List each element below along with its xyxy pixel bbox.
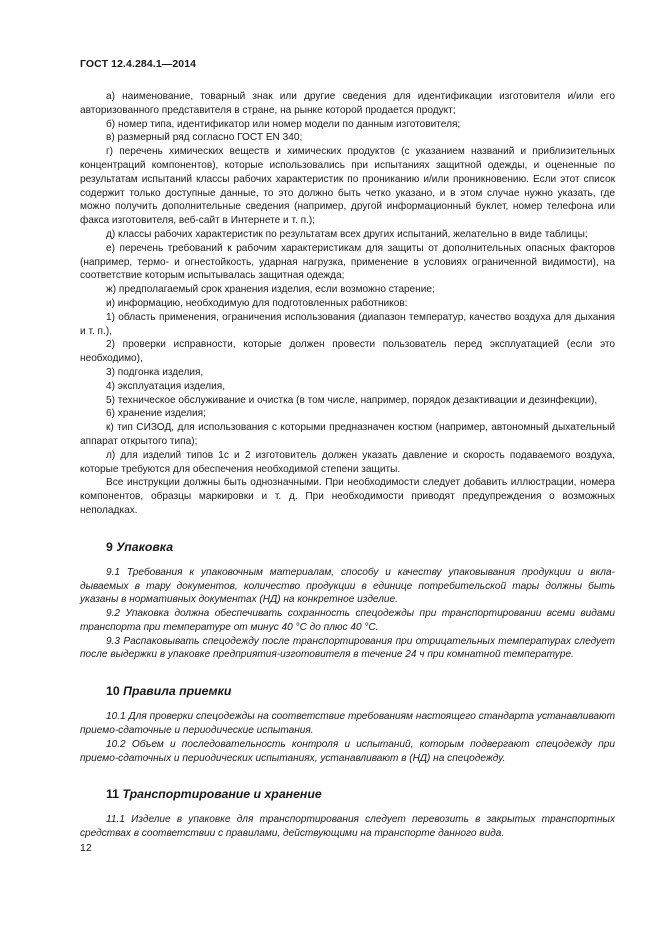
document-header: ГОСТ 12.4.284.1—2014	[80, 58, 197, 70]
list-item: 4) эксплуатация изделия,	[106, 380, 226, 392]
section-paragraph: 10.1 Для проверки спецодежды на соответствие требованиям настоящего стандарта устанавливают приемо-сдаточные и периодические испытания.	[80, 711, 615, 737]
section-number: 9	[106, 539, 113, 554]
list-item: л) для изделий типов 1с и 2 изготовитель должен указать давление и скорость подаваемого воздуха, которые требуются для обеспечения необходимой степени защиты.	[80, 449, 615, 475]
page-number: 12	[80, 842, 92, 854]
list-item: а) наименование, товарный знак или другие сведения для идентификации изготовителя и/или его авторизованного представителя в стране, на рынке которой продается продукт;	[80, 91, 615, 116]
list-item: д) классы рабочих характеристик по результатам всех других испытаний, желательно в виде таблицы;	[106, 228, 588, 240]
list-item: 5) техническое обслуживание и очистка (в том числе, например, порядок дезактивации и дезинфекции),	[106, 394, 598, 406]
instructions-list	[80, 90, 615, 518]
list-item: 2) проверки исправности, которые должен провести пользователь перед эксплуатацией (если это необходимо),	[80, 339, 615, 365]
list-item: б) номер типа, идентификатор или номер модели по данным изготовителя;	[106, 118, 461, 130]
section-number: 10	[106, 684, 120, 699]
list-item: 1) область применения, ограничения использования (диапазон температур, качество воздуха для дыхания и т. п.),	[80, 311, 615, 337]
section-paragraph: 11.1 Изделие в упаковке для транспортирования следует перевозить в закрытых транспортных средствах в соответствии с правилами, действующими на транспорте данного вида.	[80, 814, 615, 840]
section-number: 11	[106, 787, 119, 802]
list-item: е) перечень требований к рабочим характеристикам для защиты от дополнительных опасных факторов (например, термо- и огнестойкость, ударная нагрузка, применение в условиях ограниченной видимости), на соответствие которым испытывалась защитная одежда;	[80, 242, 615, 282]
section-paragraph: 9.3 Распаковывать спецодежду после транспортирования при отрицательных температурах следует после выдержки в упаковке предприятия-изготовителя в течение 24 ч при комнатной температуре.	[80, 635, 615, 661]
list-item: к) тип СИЗОД, для использования с которыми предназначен костюм (например, автономный дыхательный аппарат открытого типа);	[80, 422, 615, 447]
section-heading	[106, 787, 615, 802]
list-item: Все инструкции должны быть однозначными. При необходимости следует добавить иллюстрации, номера компонентов, образцы маркировки и т. д. При необходимости приводят предупреждения о возможных неполадках.	[80, 477, 615, 516]
section-title: Правила приемки	[123, 684, 232, 699]
document-body	[80, 90, 615, 841]
section-paragraph: 10.2 Объем и последовательность контроля и испытаний, которым подвергают спецодежду при приемо-сдаточных и периодических испытаниях, устанавливают в (НД) на спецодежду.	[80, 738, 615, 764]
list-item: г) перечень химических веществ и химических продуктов (с указанием названий и приблизительных концентраций компонентов), которые использовались при испытаниях защитной одежды, и оцененные по результатам испытаний классы рабочих характеристик по прониканию и/или проникновению. Если этот список содержит только доступные данные, то это должно быть четко указано, и в этом случае нужно указать, где можно получить дополнительные сведения (например, другой информационный буклет, номер телефона или факса изготовителя, веб-сайт в Интернете и т. п.);	[80, 146, 615, 227]
list-item: 3) подгонка изделия,	[106, 366, 204, 378]
section-paragraph: 9.1 Требования к упаковочным материалам, способу и качеству упаковывания продукции и вкладываемых в тару документов, количество продукции в единице потребительской тары должны быть указаны в нормативных документах (НД) на конкретное изделие.	[80, 566, 615, 606]
sections-container	[80, 540, 615, 841]
section-paragraph: 9.2 Упаковка должна обеспечивать сохранность спецодежды при транспортировании всеми видами транспорта при температуре от минус 40 °С до плюс 40 °С.	[80, 608, 615, 633]
section-heading	[106, 684, 615, 699]
section-title: Упаковка	[116, 539, 174, 554]
list-item: 6) хранение изделия;	[106, 408, 206, 420]
section-heading	[106, 540, 615, 555]
section-title: Транспортирование и хранение	[122, 787, 322, 802]
list-item: ж) предполагаемый срок хранения изделия, если возможно старение;	[106, 284, 435, 296]
list-item: и) информацию, необходимую для подготовленных работников:	[106, 297, 408, 309]
list-item: в) размерный ряд согласно ГОСТ EN 340;	[106, 132, 303, 144]
